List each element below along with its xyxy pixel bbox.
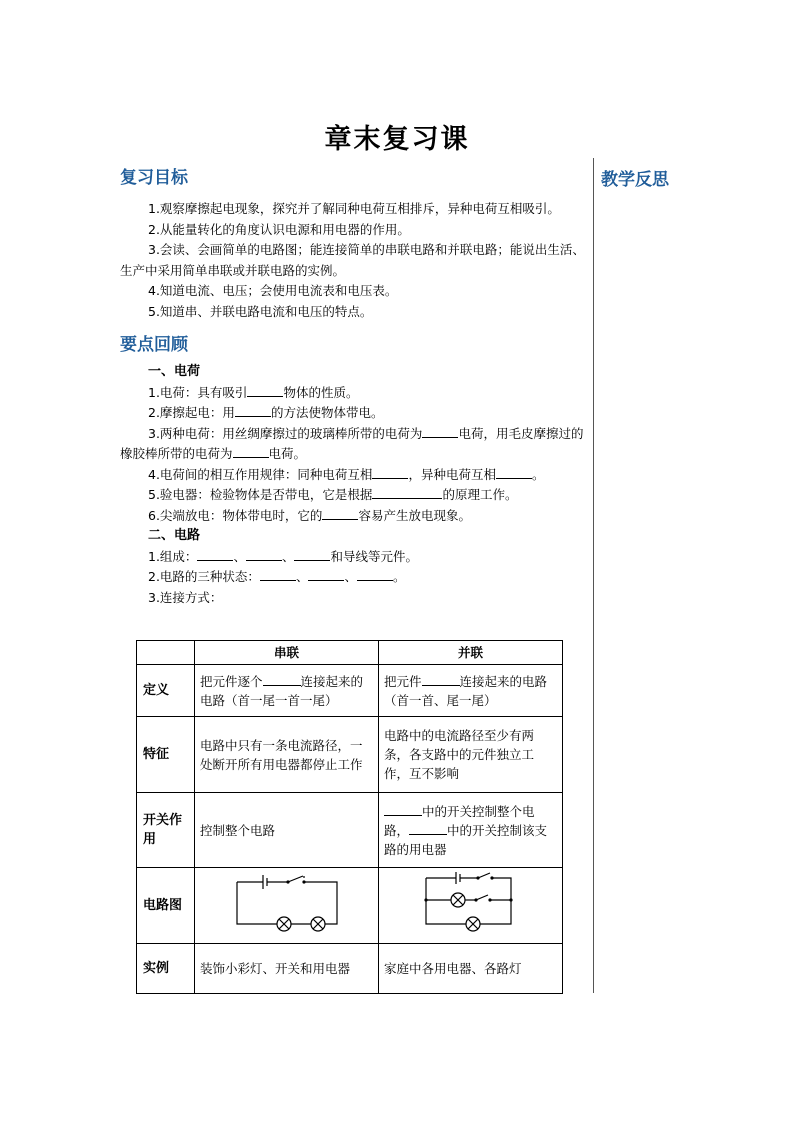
point-line: 6.尖端放电：物体带电时，它的 容易产生放电现象。 xyxy=(148,507,471,523)
connection-comparison-table xyxy=(136,640,563,994)
goal-item: 1.观察摩擦起电现象，探究并了解同种电荷互相排斥，异种电荷互相吸引。 xyxy=(148,201,560,216)
point-line: 1.电荷：具有吸引 物体的性质。 xyxy=(148,384,359,400)
fill-blank[interactable] xyxy=(496,465,532,479)
fill-blank[interactable] xyxy=(197,547,233,561)
cell-parallel-features: 电路中的电流路径至少有两条，各支路中的元件独立工作，互不影响 xyxy=(379,717,563,793)
teaching-reflection-heading: 教学反思 xyxy=(601,170,669,190)
fill-blank[interactable] xyxy=(247,383,283,397)
fill-blank[interactable] xyxy=(409,821,447,835)
points-list xyxy=(120,362,588,608)
fill-blank[interactable] xyxy=(372,465,408,479)
fill-blank[interactable] xyxy=(235,403,271,417)
page-title: 章末复习课 xyxy=(324,124,470,155)
fill-blank[interactable] xyxy=(422,672,460,686)
cell-series-features: 电路中只有一条电流路径，一处断开所有用电器都停止工作 xyxy=(195,717,379,793)
fill-blank[interactable] xyxy=(233,444,269,458)
goal-item: 5.知道串、并联电路电流和电压的特点。 xyxy=(148,303,373,319)
fill-blank[interactable] xyxy=(263,672,301,686)
goals-heading: 复习目标 xyxy=(120,168,188,188)
point-line: 4.电荷间的相互作用规律：同种电荷互相 ，异种电荷互相 。 xyxy=(148,466,545,482)
fill-blank[interactable] xyxy=(384,802,422,816)
series-circuit-diagram xyxy=(232,872,342,934)
cell-parallel-examples: 家庭中各用电器、各路灯 xyxy=(379,944,563,994)
row-header-circuit-diagram: 电路图 xyxy=(137,868,195,944)
cell-series-definition: 把元件逐个 连接起来的电路（首一尾一首一尾） xyxy=(195,665,379,717)
fill-blank[interactable] xyxy=(357,567,393,581)
row-header-features: 特征 xyxy=(137,717,195,793)
fill-blank[interactable] xyxy=(294,547,330,561)
cell-parallel-definition: 把元件 连接起来的电路（首一首、尾一尾） xyxy=(379,665,563,717)
table-corner xyxy=(137,641,195,665)
cell-parallel-diagram xyxy=(379,868,563,944)
point-line: 3.两种电荷：用丝绸摩擦过的玻璃棒所带的电荷为 电荷，用毛皮摩擦过的橡胶棒所带的电荷为 电荷。 xyxy=(120,425,584,461)
points-heading: 要点回顾 xyxy=(120,335,188,355)
main-column xyxy=(120,165,588,608)
row-header-definition: 定义 xyxy=(137,665,195,717)
goal-item: 2.从能量转化的角度认识电源和用电器的作用。 xyxy=(148,221,410,237)
cell-series-diagram xyxy=(195,868,379,944)
cell-series-switch-role: 控制整个电路 xyxy=(195,793,379,868)
row-header-examples: 实例 xyxy=(137,944,195,994)
fill-blank[interactable] xyxy=(246,547,282,561)
point-line: 2.摩擦起电：用 的方法使物体带电。 xyxy=(148,405,384,420)
point-line: 1.组成： 、 、 和导线等元件。 xyxy=(148,548,418,564)
col-header-parallel: 并联 xyxy=(379,641,563,665)
fill-blank[interactable] xyxy=(308,567,344,581)
section-circuit-heading: 二、电路 xyxy=(148,528,201,543)
goal-item: 4.知道电流、电压；会使用电流表和电压表。 xyxy=(148,283,398,298)
point-line: 2.电路的三种状态： 、 、 。 xyxy=(148,569,406,584)
fill-blank[interactable] xyxy=(372,485,442,499)
fill-blank[interactable] xyxy=(422,424,458,438)
cell-series-examples: 装饰小彩灯、开关和用电器 xyxy=(195,944,379,994)
row-header-switch-role: 开关作用 xyxy=(137,793,195,868)
fill-blank[interactable] xyxy=(260,567,296,581)
parallel-circuit-diagram xyxy=(416,870,526,936)
point-line: 3.连接方式： xyxy=(148,589,223,605)
goal-item: 3.会读、会画简单的电路图；能连接简单的串联电路和并联电路；能说出生活、生产中采用简单串联或并联电路的实例。 xyxy=(120,242,585,278)
column-divider xyxy=(593,158,594,993)
fill-blank[interactable] xyxy=(322,506,358,520)
goals-list xyxy=(120,199,588,322)
point-line: 5.验电器：检验物体是否带电，它是根据 的原理工作。 xyxy=(148,487,518,502)
col-header-series: 串联 xyxy=(195,641,379,665)
section-charge-heading: 一、电荷 xyxy=(148,364,201,379)
cell-parallel-switch-role: 中的开关控制整个电路， 中的开关控制该支路的用电器 xyxy=(379,793,563,868)
